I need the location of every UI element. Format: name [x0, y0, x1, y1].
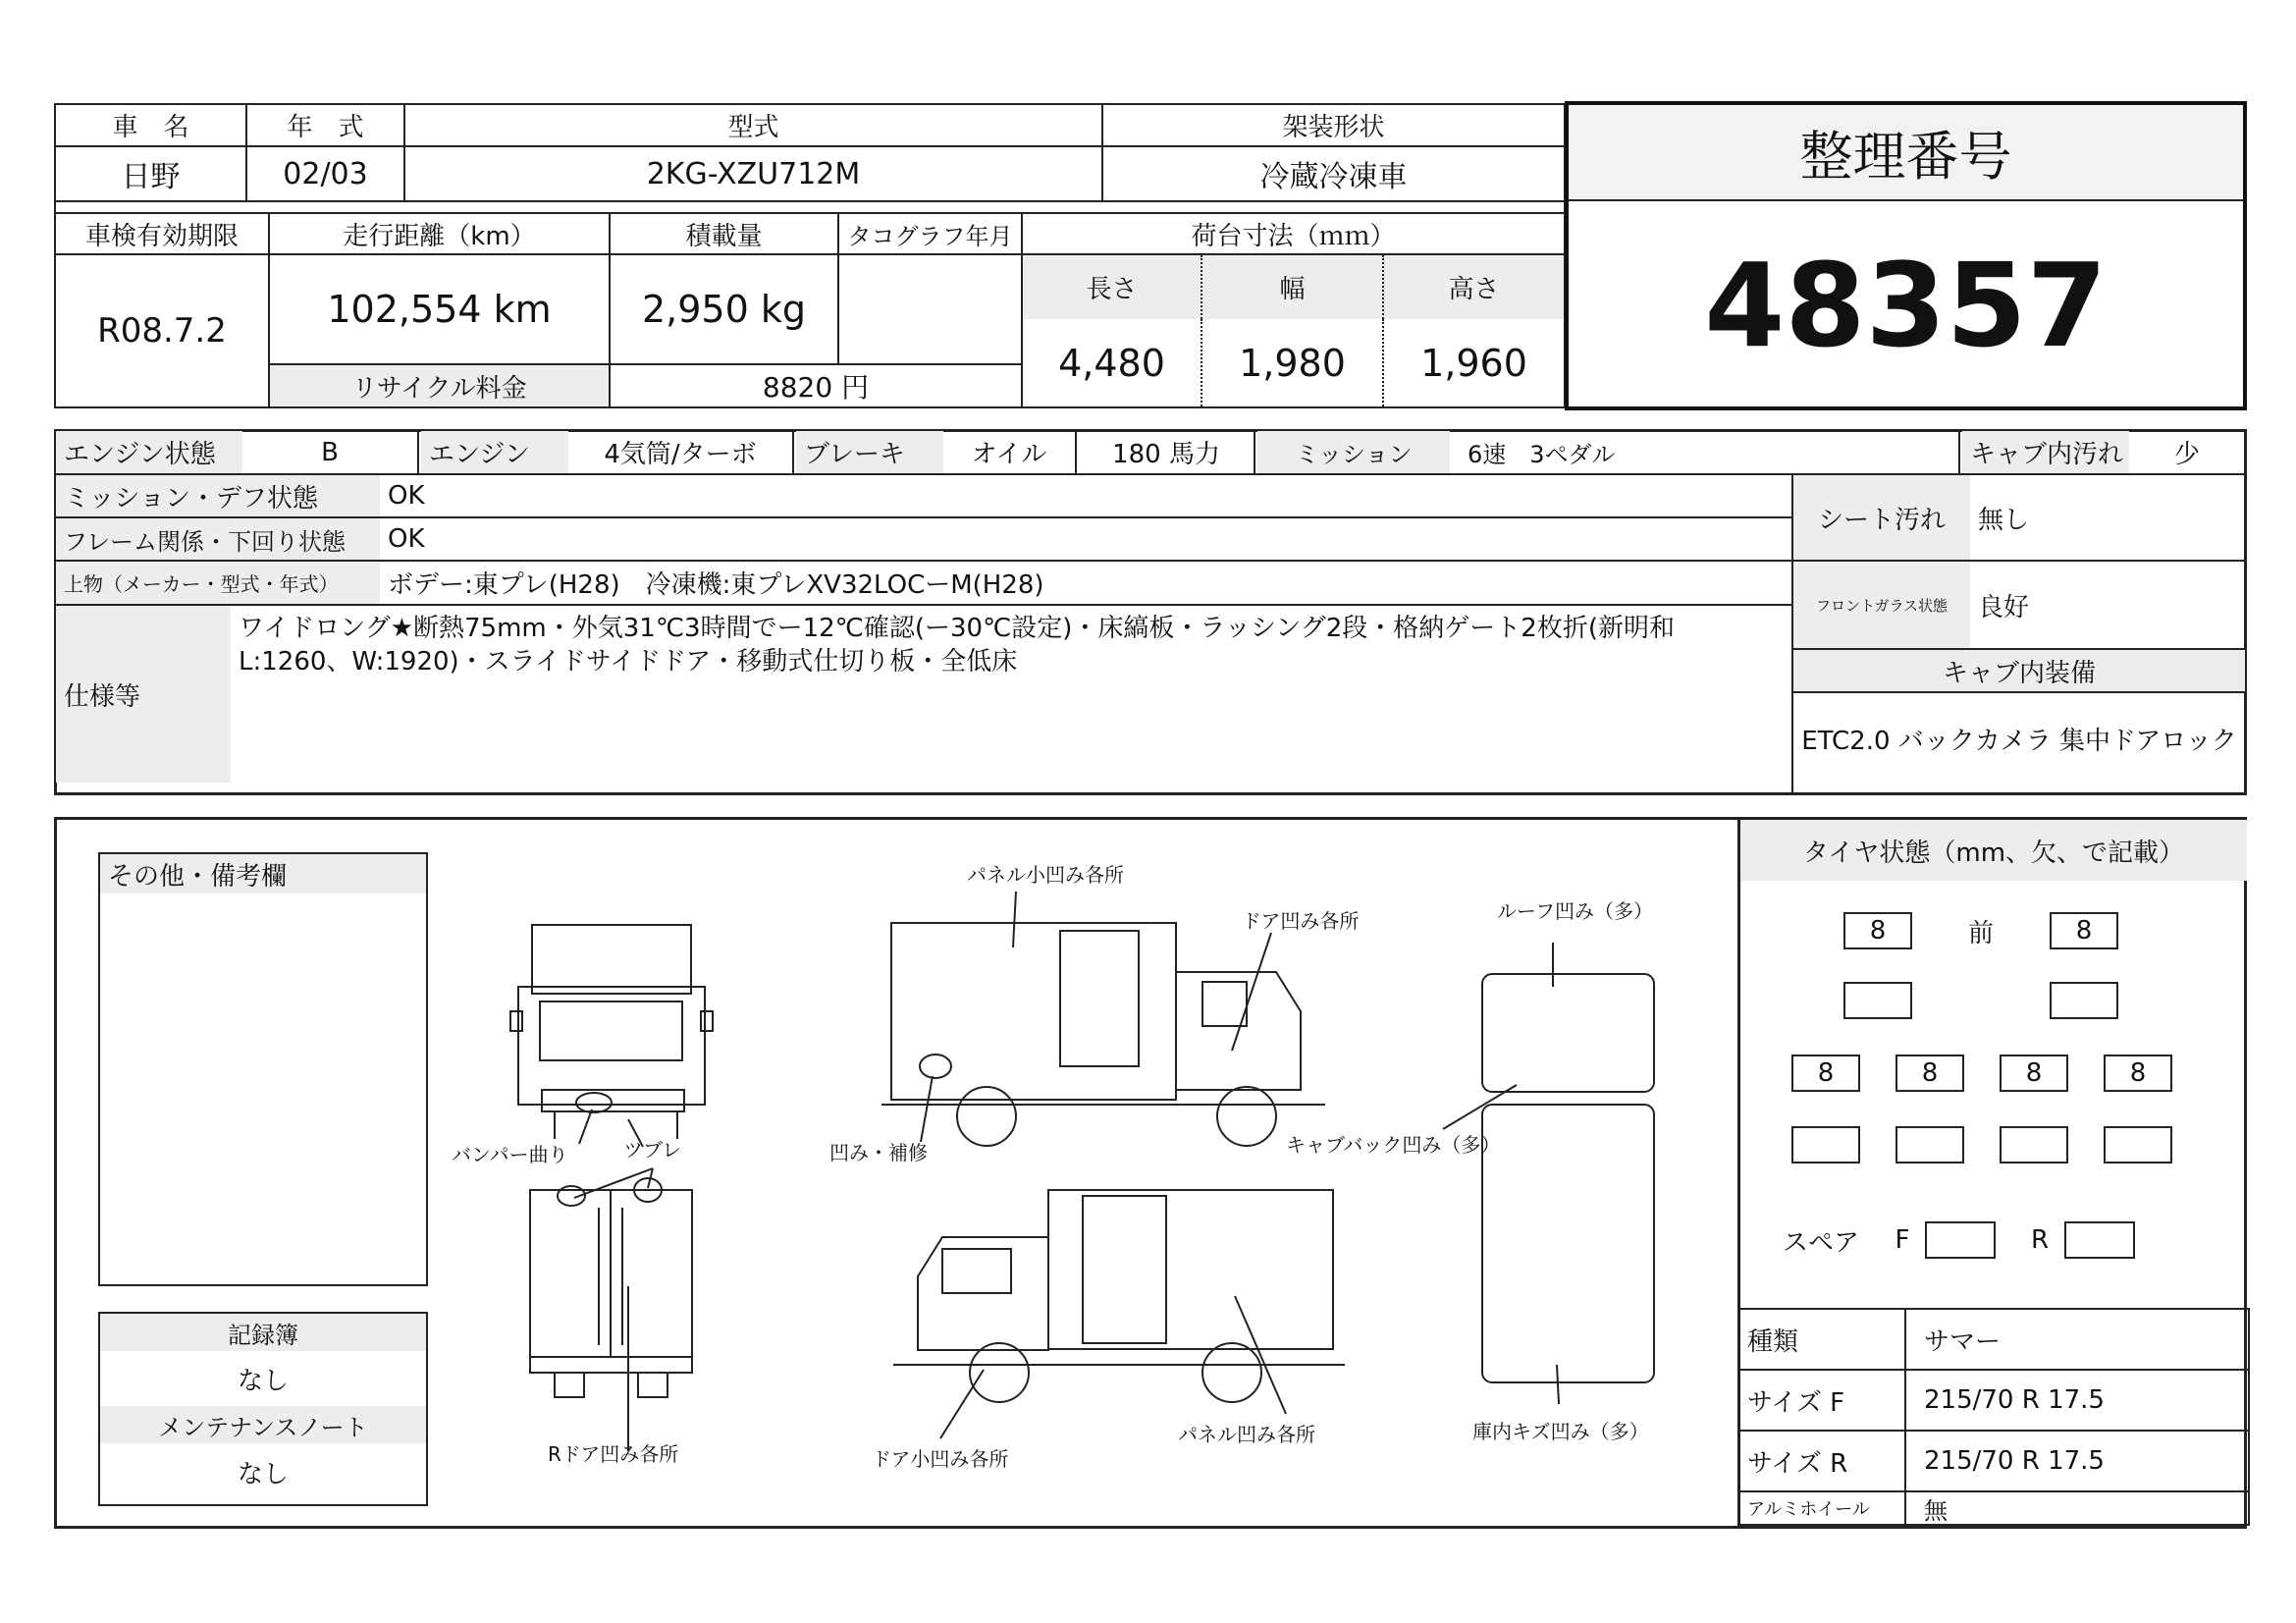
- label-panel-small: パネル小凹み各所: [967, 863, 1124, 887]
- cab-dirt-value: 少: [2173, 440, 2200, 469]
- tire-front-label: 前: [1967, 918, 1994, 948]
- height-label: 高さ: [1384, 255, 1564, 319]
- inspection-value: R08.7.2: [54, 253, 270, 408]
- tire-size-r-value: 215/70 R 17.5: [1924, 1446, 2105, 1476]
- width-label: 幅: [1202, 255, 1384, 319]
- label-door-small: ドア小凹み各所: [872, 1447, 1009, 1471]
- brake-value: オイル: [943, 431, 1077, 473]
- tire-rear-2: 8: [1896, 1055, 1964, 1092]
- frame-row: [54, 516, 1793, 562]
- height-value: 1,960: [1420, 341, 1527, 385]
- mission-def-row: [54, 473, 1793, 518]
- spec-value: ワイドロング★断熱75mm・外気31℃3時間でー12℃確認(ー30℃設定)・床縞板・ラッシング2段・格納ゲート2枚折(新明和L:1260、W:1920)・スライドサイドドア・移動式仕切り板・全低床: [239, 614, 1675, 676]
- tire-panel: [1737, 817, 2247, 1529]
- leader-lines: [574, 892, 1559, 1451]
- body-type-label: 架装形状: [1101, 103, 1566, 147]
- width-value: 1,980: [1202, 319, 1384, 406]
- seat-dirt-label: シート汚れ: [1793, 475, 1970, 560]
- spec-row: [54, 604, 1793, 795]
- spare-r-label: R: [2030, 1225, 2050, 1255]
- truck-right-side-view: [893, 1190, 1345, 1402]
- tacho-label: タコグラフ年月: [837, 212, 1023, 255]
- tire-title: タイヤ状態（mm、欠、で記載）: [1740, 820, 2247, 881]
- power-value: 180 馬力: [1079, 431, 1255, 473]
- tire-rear-4b: [2104, 1126, 2172, 1163]
- tire-rear-1: 8: [1791, 1055, 1860, 1092]
- maint-label: メンテナンスノート: [100, 1406, 426, 1443]
- truck-left-side-view: [881, 923, 1325, 1146]
- cab-equip-cell: [1791, 648, 2247, 795]
- body-type-value: 冷蔵冷凍車: [1101, 145, 1566, 202]
- model-label: 型式: [403, 103, 1103, 147]
- length-value: 4,480: [1023, 319, 1202, 406]
- seat-dirt-value: 無し: [1978, 505, 2030, 535]
- upper-value: ボデー:東プレ(H28) 冷凍機:東プレXV32LOCーM(H28): [388, 570, 1044, 600]
- tire-type-value: サマー: [1924, 1326, 2002, 1357]
- upper-label: 上物（メーカー・型式・年式）: [56, 562, 380, 604]
- alumi-row: [1737, 1490, 2250, 1526]
- label-interior: 庫内キズ凹み（多）: [1472, 1420, 1649, 1443]
- ref-label: 整理番号: [1569, 105, 2243, 201]
- label-roof: ルーフ凹み（多）: [1497, 899, 1653, 923]
- model-value: 2KG-XZU712M: [403, 145, 1103, 202]
- tire-front-left: 8: [1843, 912, 1912, 949]
- tire-front-right-2: [2050, 982, 2118, 1019]
- maint-value: なし: [237, 1459, 289, 1489]
- capacity-label: 積載量: [609, 212, 839, 255]
- truck-rear-view: [530, 1178, 692, 1397]
- label-side-dent: 凹み・補修: [829, 1141, 928, 1164]
- tire-size-f-value: 215/70 R 17.5: [1924, 1385, 2105, 1415]
- year-label: 年 式: [245, 103, 405, 147]
- windshield-cell: [1791, 560, 2247, 650]
- seat-dirt-cell: [1791, 473, 2247, 562]
- record-value: なし: [237, 1366, 289, 1396]
- mileage-label: 走行距離（km）: [268, 212, 611, 255]
- mission-value: 6速 3ペダル: [1460, 431, 1960, 473]
- mileage-value: 102,554 km: [268, 253, 611, 365]
- label-door-dents: ドア凹み各所: [1242, 909, 1360, 933]
- roof-top-view: [1482, 974, 1654, 1092]
- record-label: 記録簿: [100, 1314, 426, 1351]
- tire-size-f-row: [1737, 1369, 2250, 1432]
- year-value: 02/03: [245, 145, 405, 202]
- alumi-value: 無: [1924, 1496, 1948, 1525]
- car-name-value: 日野: [54, 145, 247, 202]
- recycle-label: リサイクル料金: [268, 363, 611, 408]
- tire-front-right: 8: [2050, 912, 2118, 949]
- windshield-value: 良好: [1978, 592, 2030, 622]
- label-tsuble: ツブレ: [623, 1138, 682, 1162]
- inspection-label: 車検有効期限: [54, 212, 270, 255]
- label-panel-dents: パネル凹み各所: [1178, 1423, 1315, 1446]
- record-box: [98, 1312, 428, 1506]
- spare-f-label: F: [1895, 1225, 1910, 1255]
- mission-def-value: OK: [388, 481, 425, 511]
- other-remarks-label: その他・備考欄: [100, 854, 426, 893]
- ref-box: [1565, 101, 2247, 410]
- tire-size-f-label: サイズ F: [1739, 1371, 1906, 1430]
- cargo-dims: [1021, 253, 1566, 408]
- cab-equip-value: ETC2.0 バックカメラ 集中ドアロック: [1801, 727, 2237, 756]
- label-rear-door: Rドア凹み各所: [548, 1442, 679, 1466]
- tire-front-left-2: [1843, 982, 1912, 1019]
- brake-label: ブレーキ: [796, 431, 943, 473]
- tire-size-r-label: サイズ R: [1739, 1432, 1906, 1490]
- tire-type-label: 種類: [1739, 1310, 1906, 1369]
- upper-row: [54, 560, 1793, 606]
- spare-r-box: [2064, 1221, 2135, 1259]
- ref-number: 48357: [1704, 237, 2108, 373]
- spec-label: 仕様等: [56, 606, 231, 783]
- engine-row: [54, 429, 2247, 475]
- cab-dirt-label: キャブ内汚れ: [1962, 431, 2129, 473]
- tire-rear-3b: [2000, 1126, 2068, 1163]
- cargo-label: 荷台寸法（ｍｍ）: [1021, 212, 1566, 255]
- cab-equip-label: キャブ内装備: [1793, 650, 2245, 693]
- label-cab-back: キャブバック凹み（多）: [1286, 1133, 1501, 1157]
- cargo-top-view: [1482, 1105, 1654, 1382]
- recycle-value: 8820 円: [609, 363, 1023, 408]
- engine-value: 4気筒/ターボ: [568, 431, 794, 473]
- tire-rear-1b: [1791, 1126, 1860, 1163]
- alumi-label: アルミホイール: [1739, 1492, 1906, 1524]
- truck-front-view: [510, 925, 713, 1139]
- tacho-value: [837, 253, 1023, 365]
- other-remarks-box: [98, 852, 428, 1286]
- length-label: 長さ: [1023, 255, 1202, 319]
- tire-size-r-row: [1737, 1430, 2250, 1492]
- label-bumper: バンパー曲り: [452, 1143, 568, 1166]
- engine-state-label: エンジン状態: [56, 431, 242, 473]
- frame-label: フレーム関係・下回り状態: [56, 518, 380, 560]
- windshield-label: フロントガラス状態: [1793, 562, 1970, 648]
- engine-state-value: B: [242, 431, 419, 473]
- mission-def-label: ミッション・デフ状態: [56, 475, 380, 516]
- tire-rear-3: 8: [2000, 1055, 2068, 1092]
- mission-label: ミッション: [1257, 431, 1450, 473]
- tire-type-row: [1737, 1308, 2250, 1371]
- engine-label: エンジン: [421, 431, 568, 473]
- spare-f-box: [1925, 1221, 1996, 1259]
- car-name-label: 車 名: [54, 103, 247, 147]
- spare-label: スペア: [1783, 1227, 1860, 1258]
- tire-rear-2b: [1896, 1126, 1964, 1163]
- capacity-value: 2,950 kg: [609, 253, 839, 365]
- tire-rear-4: 8: [2104, 1055, 2172, 1092]
- frame-value: OK: [388, 524, 425, 554]
